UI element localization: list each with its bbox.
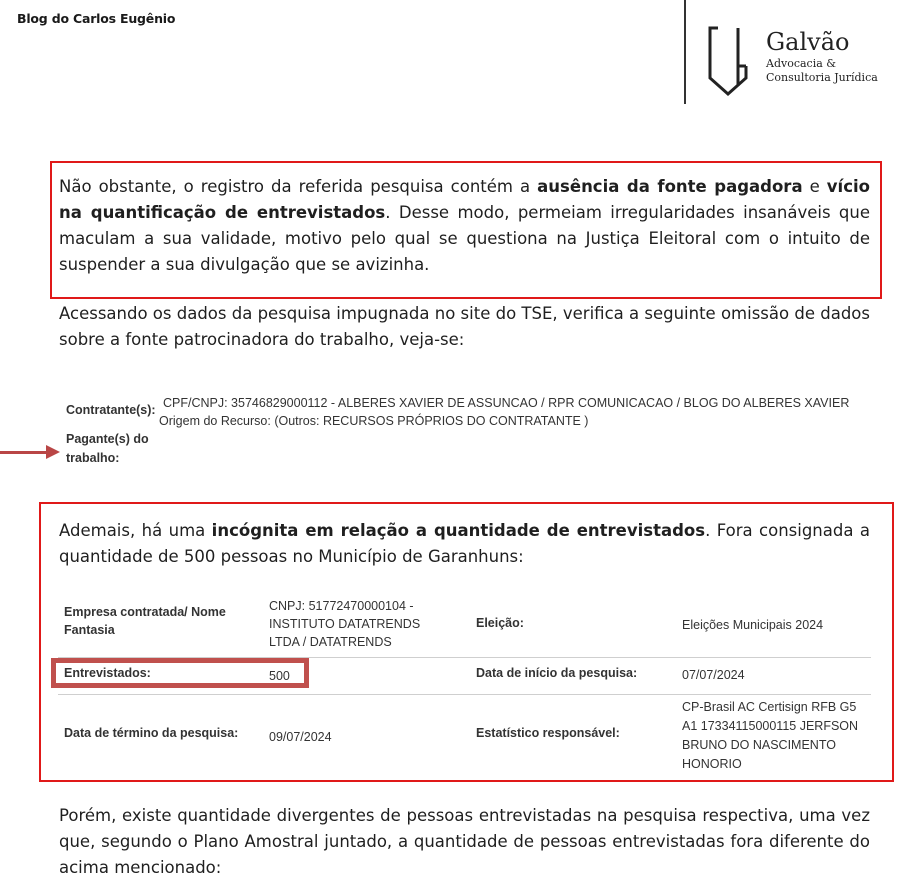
inicio-value: 07/07/2024	[682, 668, 745, 682]
arrow-head-icon	[46, 445, 60, 459]
firm-subtitle	[766, 57, 878, 85]
eleicao-label: Eleição:	[476, 616, 524, 630]
pagante-label-2: trabalho:	[66, 451, 120, 465]
firm-subtitle-line2: Consultoria Jurídica	[766, 71, 878, 84]
empresa-value-1: CNPJ: 51772470000104 -	[269, 599, 414, 613]
paragraph-3	[59, 518, 870, 570]
paragraph-4: Porém, existe quantidade divergentes de pessoas entrevistadas na pesquisa respectiva, uma vez que, segundo o Plano Amostral juntado, a quantidade de pessoas entrevistadas fora diferente do acima mencionado:	[59, 806, 870, 877]
origem-recurso: Origem do Recurso: (Outros: RECURSOS PRÓPRIOS DO CONTRATANTE )	[159, 414, 589, 428]
p3-text-2: . Fora consignada a quantidade de 500 pessoas no Município de Garanhuns:	[59, 521, 870, 566]
termino-label: Data de término da pesquisa:	[64, 726, 239, 740]
empresa-label-2: Fantasia	[64, 623, 115, 637]
p1-bold-2: vício na quantificação de entrevistados	[59, 177, 870, 222]
pagante-label-1: Pagante(s) do	[66, 432, 149, 446]
estatistico-value-3: BRUNO DO NASCIMENTO	[682, 738, 836, 752]
p1-bold-1: ausência da fonte pagadora	[537, 177, 803, 196]
estatistico-label: Estatístico responsável:	[476, 726, 620, 740]
p1-text-1: Não obstante, o registro da referida pesquisa contém a	[59, 177, 538, 196]
eleicao-value: Eleições Municipais 2024	[682, 618, 824, 632]
paragraph-2: Acessando os dados da pesquisa impugnada no site do TSE, verifica a seguinte omissão de dados sobre a fonte patrocinadora do trabalho, veja-se:	[59, 304, 870, 349]
p1-text-3: . Desse modo, permeiam irregularidades insanáveis que maculam a sua validade, motivo pelo qual se questiona na Justiça Eleitoral com o intuito de suspender a sua divulgação que se avizinha.	[59, 203, 870, 274]
firm-name: Galvão	[766, 28, 850, 56]
p1-text-2: e	[802, 177, 827, 196]
arrow-right-icon	[0, 451, 48, 454]
p3-bold-1: incógnita em relação a quantidade de entrevistados	[211, 521, 706, 540]
empresa-value-2: INSTITUTO DATATRENDS	[269, 617, 421, 631]
empresa-value-3: LTDA / DATATRENDS	[269, 635, 392, 649]
contratante-label: Contratante(s):	[66, 403, 156, 417]
empresa-label-1: Empresa contratada/ Nome	[64, 605, 226, 619]
header-divider	[684, 0, 686, 104]
inicio-label: Data de início da pesquisa:	[476, 666, 638, 680]
estatistico-value-2: A1 17334115000115 JERFSON	[682, 719, 859, 733]
contratante-value: CPF/CNPJ: 35746829000112 - ALBERES XAVIER DE ASSUNCAO / RPR COMUNICACAO / BLOG DO ALBERES XAVIER	[163, 396, 850, 410]
entrevistados-value: 500	[269, 669, 290, 683]
galvao-logo-icon	[708, 26, 750, 96]
termino-value: 09/07/2024	[269, 730, 332, 744]
entrevistados-highlight-box	[51, 658, 309, 688]
p3-text-1: Ademais, há uma	[59, 521, 212, 540]
blog-title: Blog do Carlos Eugênio	[17, 11, 176, 26]
entrevistados-label: Entrevistados:	[64, 666, 151, 680]
paragraph-1	[59, 174, 870, 278]
table-divider-2	[58, 694, 871, 695]
estatistico-value-4: HONORIO	[682, 757, 742, 771]
estatistico-value-1: CP-Brasil AC Certisign RFB G5	[682, 700, 857, 714]
firm-subtitle-line1: Advocacia &	[766, 57, 837, 70]
